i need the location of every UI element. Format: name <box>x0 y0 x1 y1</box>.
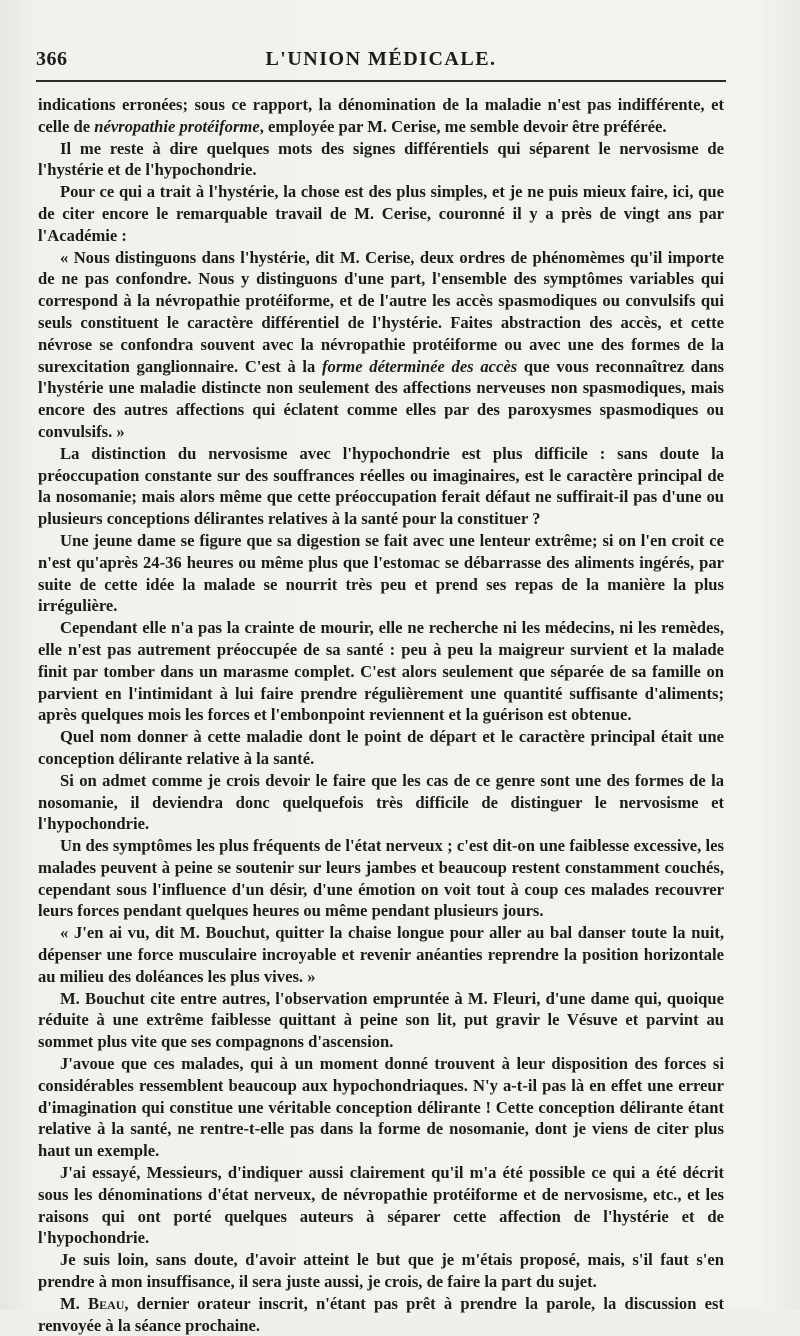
paragraph-text: « J'en ai vu, dit M. Bouchut, quitter la chaise longue pour aller au bal danser toute la nuit, dépenser une force musculaire incroyable et revenir anéanties reprendre la position horizontale au milieu des doléances les plus vives. » <box>38 923 724 986</box>
paragraph-text: , dernier orateur inscrit, n'étant pas prêt à prendre la parole, la discussion est renvoyée à la séance prochaine. <box>38 1293 724 1335</box>
paragraph <box>38 835 724 922</box>
paragraph <box>38 726 724 770</box>
paragraph-text: M. Bouchut cite entre autres, l'observation empruntée à M. Fleuri, d'une dame qui, quoique réduite à une extrême faiblesse quittant à peine son lit, put gravir le Vésuve et parvint au sommet plus vite que ses compagnons d'ascension. <box>38 988 724 1052</box>
paragraph-text: J'ai essayé, Messieurs, d'indiquer aussi clairement qu'il m'a été possible ce qui a été décrit sous les dénominations d'état nerveux, de névropathie protéiforme et de nervosisme, etc., et les raisons qui ont porté quelques auteurs à séparer cette affection de l'hystérie et de l'hypochondrie. <box>38 1163 724 1248</box>
running-title: L'UNION MÉDICALE. <box>265 48 497 70</box>
paragraph-text: Il me reste à dire quelques mots des signes différentiels qui séparent le nervosisme de l'hystérie et de l'hypochondrie. <box>38 138 724 180</box>
paragraph <box>38 1162 724 1249</box>
paragraph <box>38 617 724 726</box>
paragraph <box>38 94 724 138</box>
speaker-name: Beau <box>88 1293 125 1313</box>
italic-phrase: névropathie protéiforme <box>94 116 260 136</box>
paragraph-text: Cependant elle n'a pas la crainte de mourir, elle ne recherche ni les médecins, ni les remèdes, elle n'est pas autrement préoccupée de sa santé : peu à peu la maigreur survient et la malade finit par tomber dans un marasme complet. C'est alors seulement que séparée de sa famille on parvient en l'intimidant à lui faire prendre régulièrement une quantité suffisante d'aliments; après quelques mois les forces et l'embonpoint reviennent et la guérison est obtenue. <box>38 618 724 725</box>
paragraph <box>38 181 724 246</box>
paragraph <box>38 770 724 835</box>
paragraph <box>38 247 724 443</box>
paragraph-text: Si on admet comme je crois devoir le faire que les cas de ce genre sont une des formes de la nosomanie, il deviendra donc quelquefois très difficile de distinguer le nervosisme et l'hypochondrie. <box>38 770 724 834</box>
paragraph-text: Quel nom donner à cette maladie dont le point de départ et le caractère principal était une conception délirante relative à la santé. <box>38 727 724 768</box>
paragraph <box>38 530 724 617</box>
paragraph-text: que vous reconnaîtrez dans l'hystérie une maladie distincte non seulement des affections nerveuses non spasmodiques, mais encore des autres affections qui éclatent comme elles par des paroxysmes spasmodiques ou convulsifs. » <box>38 356 725 441</box>
body-text <box>38 94 724 1336</box>
page-number: 366 <box>36 48 68 70</box>
paragraph-text: Un des symptômes les plus fréquents de l'état nerveux ; c'est dit-on une faiblesse excessive, les malades peuvent à peine se soutenir sur leurs jambes et beaucoup restent constamment couchés, cependant sous l'influence d'un désir, d'une émotion on voit tout à coup ces malades recouvrer leurs forces pendant quelques heures ou même pendant plusieurs jours. <box>38 836 724 921</box>
paragraph <box>38 1249 724 1293</box>
paragraph-text: Pour ce qui a trait à l'hystérie, la chose est des plus simples, et je ne puis mieux faire, ici, que de citer encore le remarquable travail de M. Cerise, couronné il y a près de vingt ans par l'Académie : <box>38 182 724 245</box>
paragraph <box>38 443 724 530</box>
page-header <box>36 40 726 70</box>
paragraph-text: J'avoue que ces malades, qui à un moment donné trouvent à leur disposition des forces si considérables ressemblent beaucoup aux hypochondriaques. N'y a-t-il pas là en effet une erreur d'imagination qui constitue une véritable conception délirante ! Cette conception délirante étant relative à la santé, ne rentre-t-elle pas dans la forme de nosomanie, dont je viens de citer plus haut un exemple. <box>38 1054 724 1161</box>
paragraph-text: M. <box>60 1293 89 1313</box>
paragraph <box>38 1053 724 1162</box>
italic-phrase: forme déterminée des accès <box>322 356 518 376</box>
paragraph <box>38 988 724 1053</box>
paragraph-text: La distinction du nervosisme avec l'hypochondrie est plus difficile : sans doute la préoccupation constante sur des souffrances réelles ou imaginaires, est le caractère principal de la nosomanie; mais alors même que cette préoccupation ferait défaut ne suffirait-il pas d'une ou plusieurs conceptions délirantes relatives à la santé pour la constituer ? <box>38 443 724 529</box>
paragraph-text: Une jeune dame se figure que sa digestion se fait avec une lenteur extrême; si on l'en croit ce n'est qu'après 24-36 heures ou même plus que l'estomac se débarrasse des aliments ingérés, par suite de cette idée la malade se nourrit très peu et prend ses repas de la manière la plus irrégulière. <box>38 530 724 616</box>
paragraph <box>38 1293 724 1336</box>
paragraph-text: , employée par M. Cerise, me semble devoir être préférée. <box>259 116 667 136</box>
paragraph <box>38 138 724 182</box>
paragraph-text: Je suis loin, sans doute, d'avoir atteint le but que je m'étais proposé, mais, s'il faut s'en prendre à mon insuffisance, il sera juste aussi, je crois, de faire la part du sujet. <box>38 1250 724 1292</box>
paragraph-text: « Nous distinguons dans l'hystérie, dit M. Cerise, deux ordres de phénomèmes qu'il importe de ne pas confondre. Nous y distinguons d'une part, l'ensemble des symptômes variables qui correspond à la névropathie protéiforme, et de l'autre les accès spasmodiques ou convulsifs qui seuls constituent le caractère différentiel de l'hystérie. Faites abstraction des accès, et cette névrose se confondra souvent avec la névropathie protéiforme ou avec une des formes de la surexcitation ganglionnaire. C'est à la <box>38 247 724 376</box>
header-rule <box>36 80 726 82</box>
paragraph <box>38 922 724 987</box>
paragraph-text: indications erronées; sous ce rapport, la dénomination de la maladie n'est pas indifférente, et celle de <box>38 95 724 136</box>
